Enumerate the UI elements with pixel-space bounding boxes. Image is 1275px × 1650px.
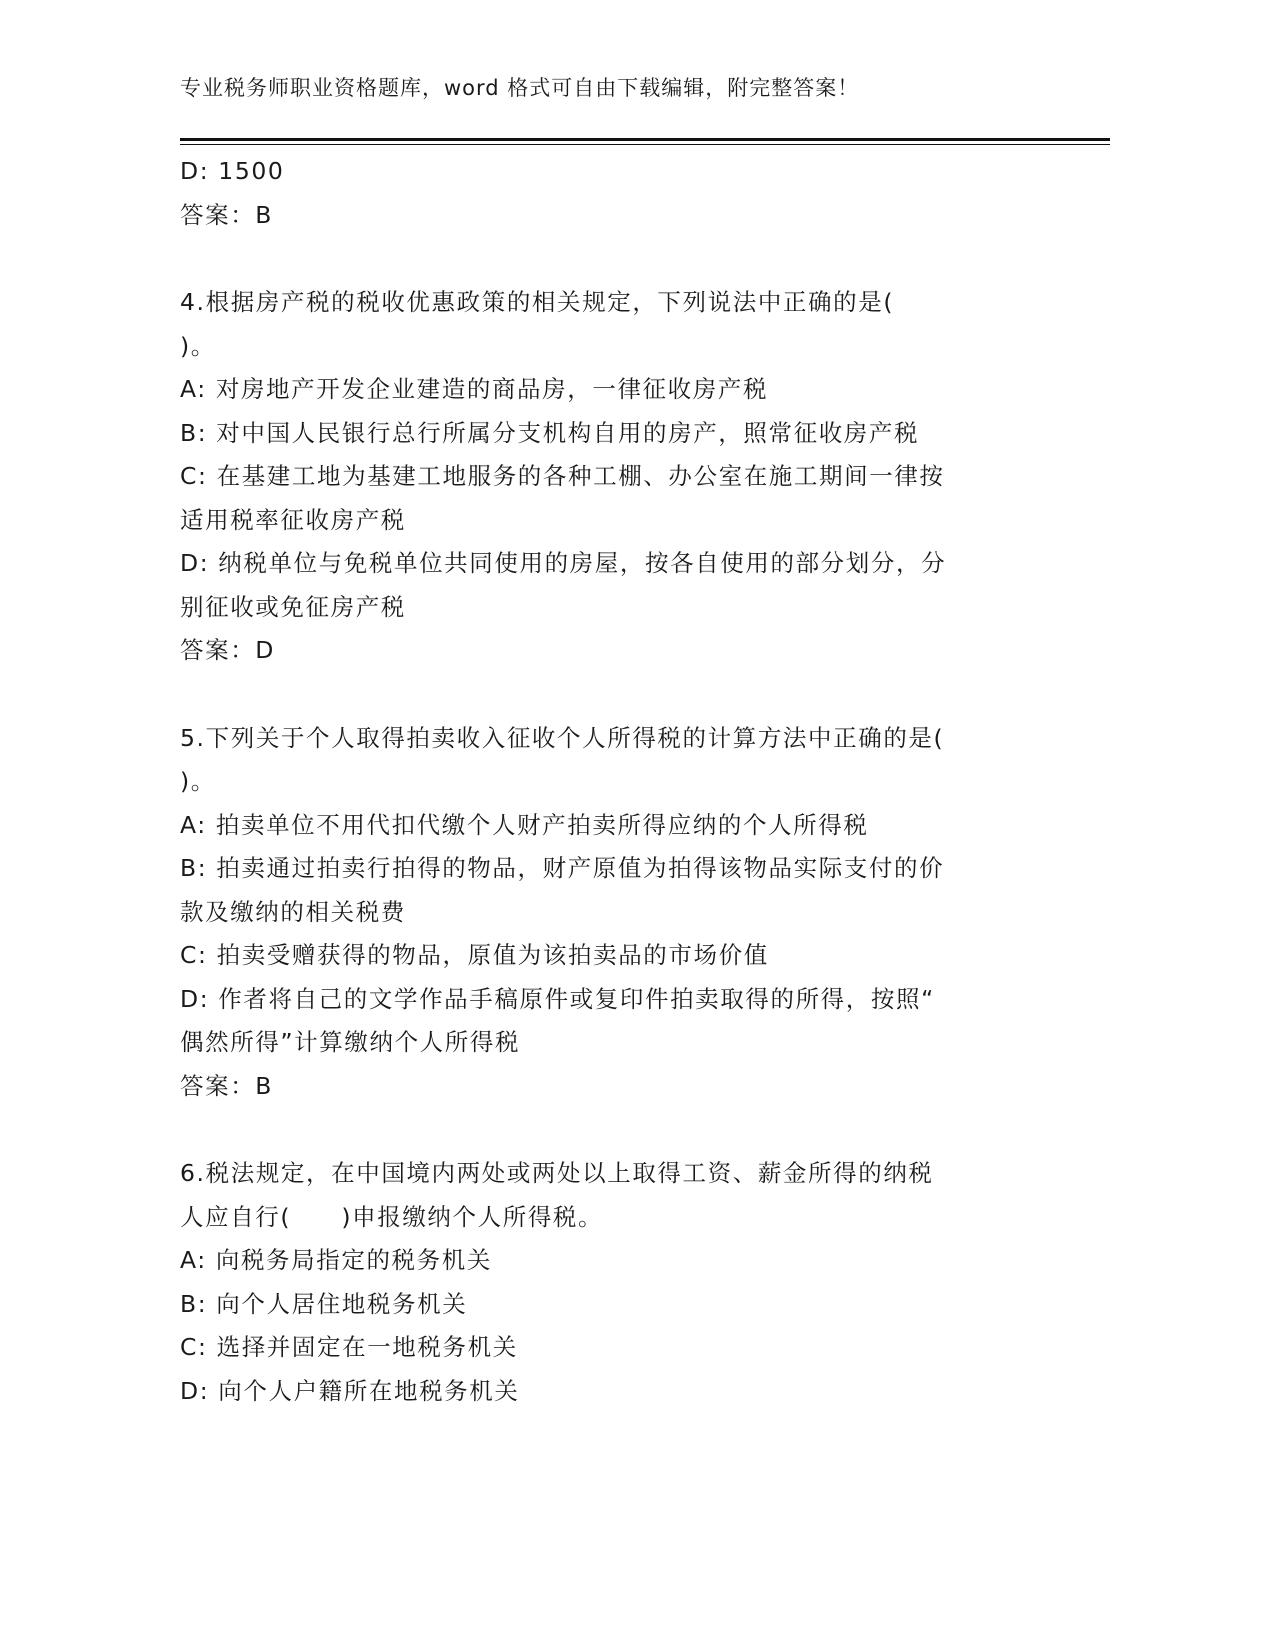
page-header: 专业税务师职业资格题库，word 格式可自由下载编辑，附完整答案！ xyxy=(180,76,860,100)
answer: 答案：D xyxy=(180,636,275,664)
option-b: B: 向个人居住地税务机关 xyxy=(180,1289,468,1318)
option-d: D: 作者将自己的文学作品手稿原件或复印件拍卖取得的所得，按照“ xyxy=(180,984,935,1013)
question-5 xyxy=(180,717,1040,1109)
spacer xyxy=(180,673,1040,717)
option-d-cont: 偶然所得”计算缴纳个人所得税 xyxy=(180,1028,521,1056)
option-b-cont: 款及缴纳的相关税费 xyxy=(180,897,406,926)
question-4 xyxy=(180,281,1040,673)
spacer xyxy=(180,237,1040,281)
answer: 答案：B xyxy=(180,200,274,229)
question-stem: 5.下列关于个人取得拍卖收入征收个人所得税的计算方法中正确的是( xyxy=(180,723,945,752)
question-6 xyxy=(180,1152,1040,1413)
option-d-cont: 别征收或免征房产税 xyxy=(180,592,406,621)
header-rule-thin xyxy=(180,144,1110,145)
option-d: D: 向个人户籍所在地税务机关 xyxy=(180,1376,520,1405)
option-d: D: 1500 xyxy=(180,157,285,185)
question-stem: 4.根据房产税的税收优惠政策的相关规定，下列说法中正确的是( xyxy=(180,288,895,316)
spacer xyxy=(180,1108,1040,1152)
option-c: C: 拍卖受赠获得的物品，原值为该拍卖品的市场价值 xyxy=(180,941,769,969)
option-c-cont: 适用税率征收房产税 xyxy=(180,505,406,534)
question-stem-cont: )。 xyxy=(180,767,216,795)
question-stem-cont: )。 xyxy=(180,331,216,360)
document-body xyxy=(180,150,1040,1413)
option-c: C: 选择并固定在一地税务机关 xyxy=(180,1333,518,1361)
option-d: D: 纳税单位与免税单位共同使用的房屋，按各自使用的部分划分，分 xyxy=(180,549,947,577)
question-stem-cont: 人应自行( )申报缴纳个人所得税。 xyxy=(180,1202,604,1231)
option-a: A: 拍卖单位不用代扣代缴个人财产拍卖所得应纳的个人所得税 xyxy=(180,810,869,839)
option-a: A: 对房地产开发企业建造的商品房，一律征收房产税 xyxy=(180,375,769,403)
answer: 答案：B xyxy=(180,1071,274,1100)
option-b: B: 对中国人民银行总行所属分支机构自用的房产，照常征收房产税 xyxy=(180,418,920,447)
option-c: C: 在基建工地为基建工地服务的各种工棚、办公室在施工期间一律按 xyxy=(180,462,945,490)
header-rule-thick xyxy=(180,138,1110,141)
option-a: A: 向税务局指定的税务机关 xyxy=(180,1246,492,1274)
option-b: B: 拍卖通过拍卖行拍得的物品，财产原值为拍得该物品实际支付的价 xyxy=(180,854,945,882)
question-stem: 6.税法规定，在中国境内两处或两处以上取得工资、薪金所得的纳税 xyxy=(180,1159,934,1187)
